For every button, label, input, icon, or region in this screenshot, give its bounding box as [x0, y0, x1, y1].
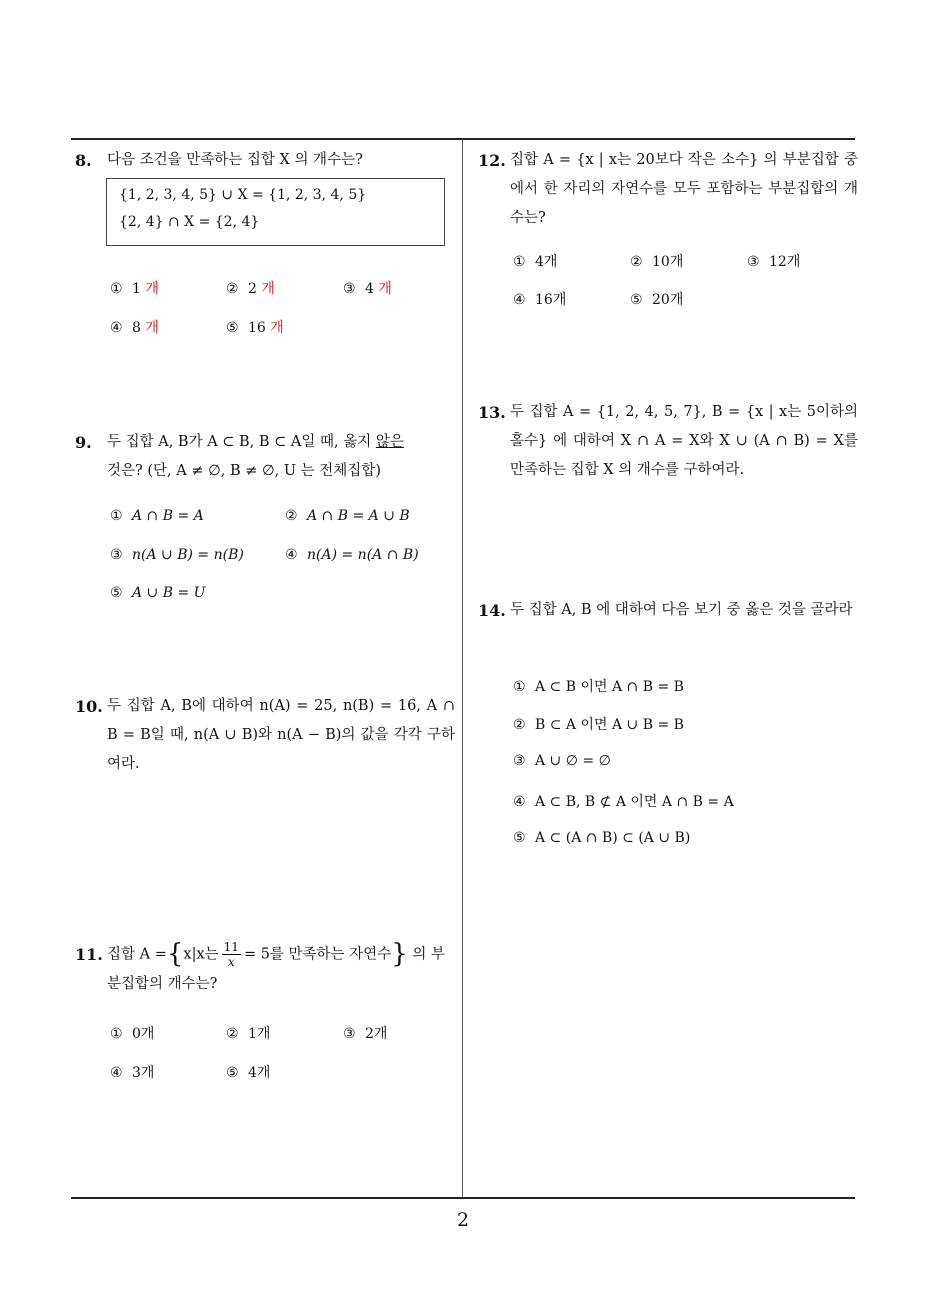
- option-1[interactable]: ① 1 개: [110, 281, 159, 297]
- option-4[interactable]: ④ n(A) = n(A ∩ B): [285, 547, 419, 563]
- option-5[interactable]: ⑤ A ⊂ (A ∩ B) ⊂ (A ∪ B): [513, 830, 691, 846]
- question-text: 두 집합 A = {1, 2, 4, 5, 7}, B = {x | x는 5이하의 홀수} 에 대하여 X ∩ A = X와 X ∪ (A ∩ B) = X를 만족하는 집합 X 의 개수를 구하여라.: [510, 404, 858, 478]
- option-2[interactable]: ② A ∩ B = A ∪ B: [285, 508, 410, 524]
- question-8: [75, 146, 455, 175]
- question-text: 다음 조건을 만족하는 집합 X 의 개수는?: [107, 152, 363, 168]
- option-4[interactable]: ④ 3개: [110, 1065, 155, 1081]
- question-number: 12.: [478, 151, 506, 170]
- question-9: [75, 428, 455, 486]
- question-14: [478, 596, 858, 625]
- question-text: 것은? (단, A ≠ ∅, B ≠ ∅, U 는 전체집합): [107, 463, 381, 479]
- option-3[interactable]: ③ 2개: [343, 1026, 388, 1042]
- fraction: $\frac{11}{x}$: [223, 940, 239, 969]
- question-10: [75, 692, 455, 779]
- option-5[interactable]: ⑤ 16 개: [226, 320, 284, 336]
- question-text: 두 집합 A, B 에 대하여 다음 보기 중 옳은 것을 골라라: [510, 602, 853, 618]
- question-text: 집합 A = {x | x는 20보다 작은 소수} 의 부분집합 중에서 한 자리의 자연수를 모두 포함하는 부분집합의 개수는?: [510, 152, 858, 226]
- question-number: 10.: [75, 697, 103, 716]
- question-text: 두 집합 A, B가 A ⊂ B, B ⊂ A일 때, 옳지: [107, 434, 376, 450]
- option-1[interactable]: ① 4개: [513, 254, 558, 270]
- question-13: [478, 398, 858, 485]
- option-2[interactable]: ② 1개: [226, 1026, 271, 1042]
- question-number: 14.: [478, 601, 506, 620]
- option-4[interactable]: ④ 16개: [513, 292, 567, 308]
- option-3[interactable]: ③ n(A ∪ B) = n(B): [110, 547, 244, 563]
- bottom-rule: [71, 1197, 855, 1199]
- option-3[interactable]: ③ A ∪ ∅ = ∅: [513, 753, 611, 769]
- option-3[interactable]: ③ 12개: [747, 254, 801, 270]
- question-number: 8.: [75, 151, 92, 170]
- page-number: 2: [456, 1209, 470, 1231]
- option-2[interactable]: ② 2 개: [226, 281, 275, 297]
- option-5[interactable]: ⑤ A ∪ B = U: [110, 585, 206, 601]
- option-4[interactable]: ④ 8 개: [110, 320, 159, 336]
- option-5[interactable]: ⑤ 20개: [630, 292, 684, 308]
- condition-line: {2, 4} ∩ X = {2, 4}: [119, 214, 260, 230]
- question-number: 13.: [478, 403, 506, 422]
- option-1[interactable]: ① 0개: [110, 1026, 155, 1042]
- option-5[interactable]: ⑤ 4개: [226, 1065, 271, 1081]
- underlined-word: 않은: [375, 434, 404, 450]
- question-number: 11.: [75, 945, 103, 964]
- condition-box: [106, 178, 445, 246]
- question-text: 두 집합 A, B에 대하여 n(A) = 25, n(B) = 16, A ∩ B = B일 때, n(A ∪ B)와 n(A − B)의 값을 각각 구하여라.: [107, 698, 455, 772]
- question-number: 9.: [75, 433, 92, 452]
- condition-line: {1, 2, 3, 4, 5} ∪ X = {1, 2, 3, 4, 5}: [119, 187, 367, 203]
- option-3[interactable]: ③ 4 개: [343, 281, 392, 297]
- option-2[interactable]: ② 10개: [630, 254, 684, 270]
- top-rule: [71, 138, 855, 140]
- option-2[interactable]: ② B ⊂ A 이면 A ∪ B = B: [513, 717, 684, 733]
- question-12: [478, 146, 858, 233]
- option-4[interactable]: ④ A ⊂ B, B ⊄ A 이면 A ∩ B = A: [513, 794, 734, 810]
- option-1[interactable]: ① A ⊂ B 이면 A ∩ B = B: [513, 679, 684, 695]
- column-divider: [462, 139, 463, 1197]
- question-11: 11. 집합 A ={x|x는 $\frac{11}{x}$ = 5를 만족하는 자연수} 의 부 분집합의 개수는?: [75, 939, 445, 992]
- option-1[interactable]: ① A ∩ B = A: [110, 508, 204, 524]
